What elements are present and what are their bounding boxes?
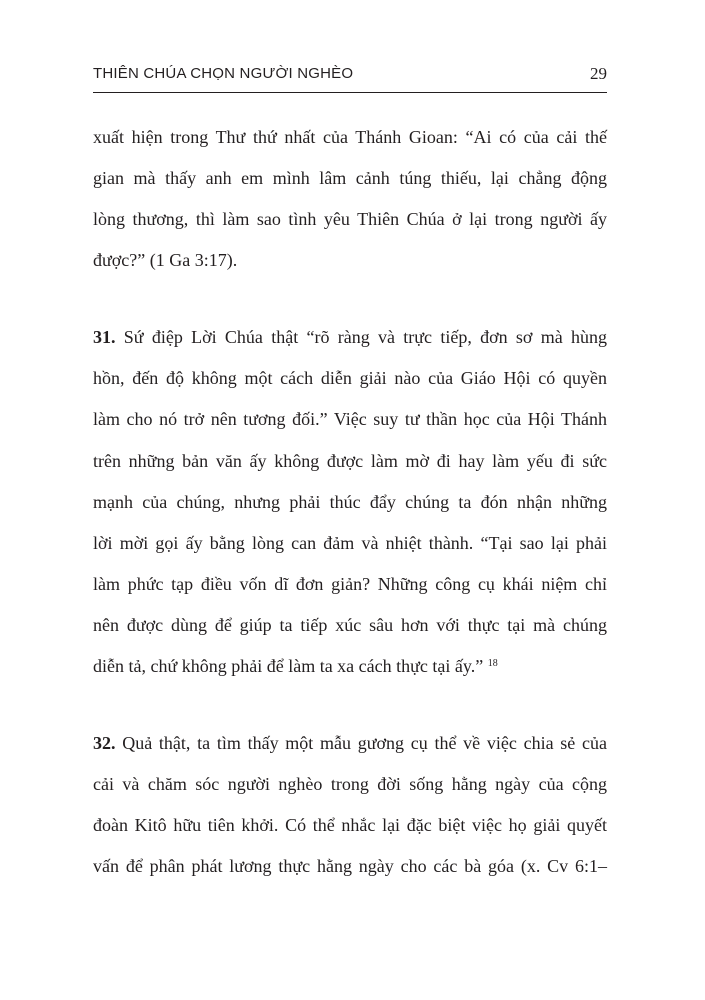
text-line: làm cho nó trở nên tương đối.” Việc suy tư thần học của Hội Thánh: [93, 409, 607, 429]
header-rule: [93, 92, 607, 93]
text-line: lời mời gọi ấy bằng lòng can đảm và nhiệt thành. “Tại sao lại phải: [93, 533, 607, 553]
text-line: [93, 325, 607, 349]
running-head: THIÊN CHÚA CHỌN NGƯỜI NGHÈO: [93, 65, 354, 82]
text-line: lòng thương, thì làm sao tình yêu Thiên Chúa ở lại trong người ấy: [93, 209, 607, 229]
text-line-content: diễn tả, chứ không phải để làm ta xa cách thực tại ấy.”: [93, 656, 484, 676]
text-line: hồn, đến độ không một cách diễn giải nào của Giáo Hội có quyền: [93, 368, 607, 388]
paragraph-number: 31.: [93, 327, 116, 347]
text-line: gian mà thấy anh em mình lâm cảnh túng thiếu, lại chẳng động: [93, 168, 607, 188]
footnote-reference: 18: [487, 658, 498, 669]
text-line: [93, 731, 607, 755]
paragraph-number: 32.: [93, 733, 116, 753]
text-line-content: Sứ điệp Lời Chúa thật “rõ ràng và trực tiếp, đơn sơ mà hùng: [115, 327, 607, 347]
text-line: trên những bản văn ấy không được làm mờ đi hay làm yếu đi sức: [93, 451, 607, 471]
text-line: vấn để phân phát lương thực hằng ngày cho các bà góa (x. Cv 6:1–: [93, 856, 607, 876]
text-line: làm phức tạp điều vốn dĩ đơn giản? Những công cụ khái niệm chỉ: [93, 574, 607, 594]
text-line: cải và chăm sóc người nghèo trong đời sống hằng ngày của cộng: [93, 774, 607, 794]
text-line: xuất hiện trong Thư thứ nhất của Thánh Gioan: “Ai có của cải thế: [93, 127, 607, 147]
text-line: đoàn Kitô hữu tiên khởi. Có thể nhắc lại đặc biệt việc họ giải quyết: [93, 815, 607, 835]
text-line: [93, 654, 607, 678]
text-line: mạnh của chúng, nhưng phải thúc đẩy chúng ta đón nhận những: [93, 492, 607, 512]
page-header: [93, 64, 607, 86]
text-line: được?” (1 Ga 3:17).: [93, 250, 238, 270]
text-line: nên được dùng để giúp ta tiếp xúc sâu hơn với thực tại mà chúng: [93, 615, 607, 635]
page-number: 29: [590, 64, 607, 83]
text-line-content: Quả thật, ta tìm thấy một mẫu gương cụ thể về việc chia sẻ của: [115, 733, 607, 753]
